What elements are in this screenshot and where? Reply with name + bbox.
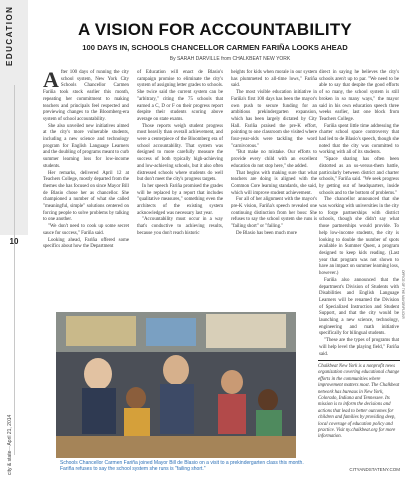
publication-footer: city & state—April 21, 2014 (7, 414, 13, 475)
article-paragraph: She also unveiled new initiatives aimed at the city's more vulnerable students, including a new science and technology program for English Language Learners and the doubling of programs meant to curb summer learning loss for low-income students. (43, 123, 129, 169)
article-paragraph: "But make no mistake. Our efforts to provide every child with an excellent education do not stop here," she added. (231, 150, 317, 169)
byline: By SARAH DARVILLE from CHALKBEAT NEW YORK (169, 56, 291, 62)
article-paragraph: For all of her alignment with the mayor's pre-K vision, Fariña's speech revealed one continuing distinction from her boss: She refuses to say the school system she runs is "failing short" or "failing." (231, 197, 317, 230)
article-column-2 (137, 70, 223, 238)
article-column-1 (43, 67, 129, 251)
article-paragraph: The most visible education initiative in Fariña's first 100 days has been the mayor's own push to secure funding for an ambitious prekindergarten expansion, which has been largely dictated by City Hall. Fariña praised the pre-K effort, pointing to one classroom she visited where four-year-olds were tackling the word "carnivorous." (231, 90, 317, 149)
publication-name: city & state (7, 450, 13, 475)
article-paragraph: heights for kids when morale in our system has plummeted to all-time lows," Fariña said. (231, 70, 317, 89)
article-paragraph: "Space sharing has often been distorted as an us-versus-them battle, particularly between district and charter schools," Fariña said. "We seek progress by getting out of headquarters, inside schools and to the bottom of problems." (319, 157, 399, 196)
drop-cap: A (43, 67, 59, 92)
article-paragraph: Her remarks, delivered April 12 at Teachers College, mostly departed from the themes she has focused on since Mayor Bill de Blasio chose her as chancellor. She championed a number of what she called "meaningful, simple" solutions centered on forcing people to solve problems by talking to one another. (43, 170, 129, 223)
page-number: 10 (9, 237, 19, 246)
article-paragraph: The chancellor announced that she was working with universities in the city to forge partnerships with district schools, though she didn't say what those partnerships would provide. To help low-income students, the city is looking to double the number of spots available in Summer Quest, a program designed to keep kids reading. (Last year that program was not shown to have an impact on summer learning loss, however.) (319, 197, 399, 277)
article-paragraph: Looking ahead, Fariña offered some specifics about how the Department (43, 237, 129, 250)
article-paragraph: Those reports weigh student progress most heavily than overall achievement, and were a centerpiece of the Bloomberg era of school accountability. That system was designed to more carefully measure the success of both typically high-achieving and low-achieving schools, but it also often distressed schools where students do well but don't meet the city's progress targets. (137, 123, 223, 183)
classroom-photo-illustration (56, 312, 296, 458)
about-chalkbeat-box: Chalkbeat New York is a nonprofit news organization covering educational change efforts in the communities where improvement matters most. The Chalkbeat network has bureaus in New York, Colorado, Indiana and Tennessee. Its mission is to inform the decisions and actions that lead to better outcomes for children and families by providing deep, local coverage of education policy and practice. Visit ny.chalkbeat.org for more information. (318, 360, 400, 441)
article-paragraph: Fariña spent little time addressing the charter school space controversy that had led to de Blasio's speech, though she noted that the city was committed to working with all of its students. (319, 123, 399, 156)
article-paragraph: direct in saying he believes the city's schools aren't up to par. "We need to be able to say that despite the good efforts of so many, the school system is still broken in so many ways," the mayor said in his own education speech three weeks earlier, last one block from Teachers College. (319, 70, 399, 122)
website-url[interactable]: CITYANDSTATENY.COM (349, 467, 400, 472)
article-column-3 (231, 70, 317, 238)
subheadline: 100 DAYS IN, SCHOOLS CHANCELLOR CARMEN FARIÑA LOOKS AHEAD (82, 43, 348, 52)
article-paragraph: of Education will enact de Blasio's campaign promise to eliminate the city's system of assigning letter grades to schools. She twice said the current system can be "arbitrary," citing the 75 schools that earned a C, D or F on their progress report despite their students scoring above average on state exams. (137, 70, 223, 122)
section-label: EDUCATION (5, 6, 14, 67)
article-paragraph: "We don't need to cook up some secret sauce for success," Fariña said. (43, 224, 129, 236)
article-column-4 (319, 70, 399, 358)
headline: A VISION FOR ACCOUNTABILITY (78, 20, 352, 39)
article-paragraph: "These are the types of programs that will help level the playing field," Fariña said. (319, 338, 399, 357)
photo-caption: Schools Chancellor Carmen Fariña joined Mayor Bill de Blasio on a visit to a prekindergarten class this month. Fariña refuses to say the school system she runs is "failing short." (60, 460, 304, 473)
article-paragraph: "Accountability must occur in a way that's conductive to achieving results, because you don't reach historic (137, 217, 223, 236)
article-paragraph: Fariña also announced that the department's Division of Students with Disabilities and English Language Learners will be renamed the Division of Specialized Instruction and Student Support, and that the city would be launching a new science, technology, engineering and math initiative specifically for bilingual students. (319, 277, 399, 337)
article-paragraph: That begins with making sure that what teachers are doing is aligned with the Common Core learning standards, she said, which will improve student achievement. (231, 170, 317, 196)
photo-credit: OFFICE OF THE MAYOR/FLICKR (401, 270, 405, 319)
article-paragraph: In her speech Fariña promised the grades will be replaced by a report that includes "qualitative measures," something even the architects of the existing system acknowledged was necessary last year. (137, 183, 223, 216)
article-paragraph: After 100 days of running the city school system, New York City Schools Chancellor Carmen Fariña took stock earlier this month, repeating her commitment to making teachers and principals feel respected and previewing changes to the Bloomberg-era system of school accountability. (43, 67, 129, 122)
classroom-photo (56, 312, 296, 458)
issue-date: April 21, 2014 (7, 414, 13, 446)
article-paragraph: De Blasio has been much more (236, 230, 297, 236)
